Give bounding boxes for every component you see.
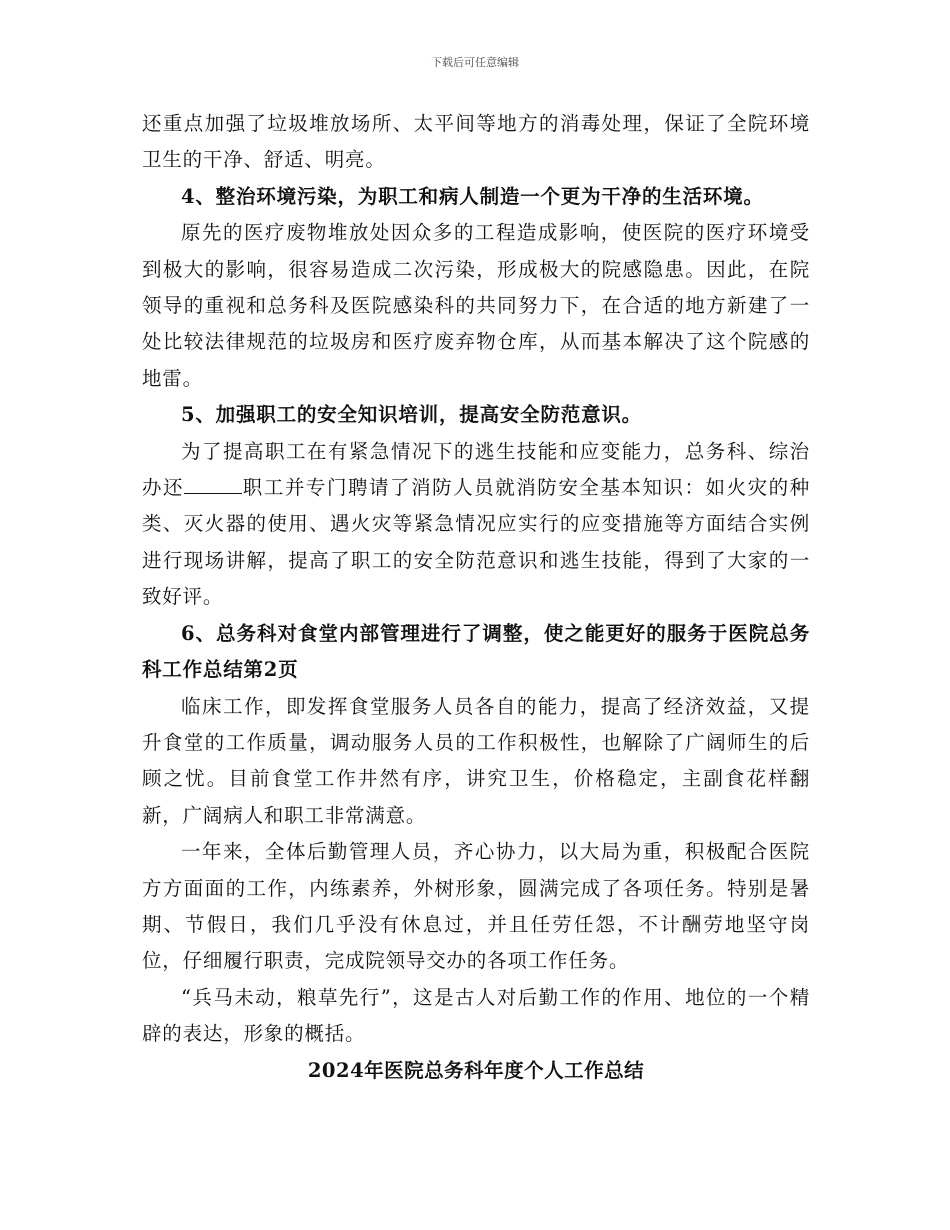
paragraph-disinfection: 还重点加强了垃圾堆放场所、太平间等地方的消毒处理，保证了全院环境卫生的干净、舒适、明亮。 — [142, 112, 810, 172]
heading-section-5: 5、加强职工的安全知识培训，提高安全防范意识。 — [181, 403, 642, 427]
heading-section-6: 6、总务科对食堂内部管理进行了调整，使之能更好的服务于医院总务科工作总结第2页 — [142, 621, 810, 682]
paragraph-safety-training-part1: 为了提高职工在有紧急情况下的逃生技能和应变能力，总务科、综治办还 — [142, 439, 810, 500]
heading-section-4: 4、整治环境污染，为职工和病人制造一个更为干净的生活环境。 — [181, 184, 764, 208]
page-header: 下载后可任意编辑 — [431, 56, 519, 69]
document-body — [142, 106, 810, 1089]
document-title: 2024年医院总务科年度个人工作总结 — [307, 1058, 645, 1082]
fill-in-blank — [184, 475, 242, 494]
paragraph-year-summary: 一年来，全体后勤管理人员，齐心协力，以大局为重，积极配合医院方方面面的工作，内练素养，外树形象，圆满完成了各项任务。特别是暑期、节假日，我们几乎没有休息过，并且任劳任怨，不计酬劳地坚守岗位，仔细履行职责，完成院领导交办的各项工作任务。 — [142, 840, 810, 973]
paragraph-logistics-quote: “兵马未动，粮草先行”，这是古人对后勤工作的作用、地位的一个精辟的表达，形象的概括。 — [142, 985, 810, 1046]
paragraph-safety-training — [142, 434, 810, 616]
paragraph-canteen: 临床工作，即发挥食堂服务人员各自的能力，提高了经济效益，又提升食堂的工作质量，调动服务人员的工作积极性，也解除了广阔师生的后顾之忧。目前食堂工作井然有序，讲究卫生，价格稳定，主副食花样翻新，广阔病人和职工非常满意。 — [142, 694, 810, 827]
paragraph-medical-waste: 原先的医疗废物堆放处因众多的工程造成影响，使医院的医疗环境受到极大的影响，很容易造成二次污染，形成极大的院感隐患。因此，在院领导的重视和总务科及医院感染科的共同努力下，在合适的地方新建了一处比较法律规范的垃圾房和医疗废弃物仓库，从而基本解决了这个院感的地雷。 — [142, 221, 810, 390]
paragraph-safety-training-part2: 职工并专门聘请了消防人员就消防安全基本知识：如火灾的种类、灭火器的使用、遇火灾等紧急情况应实行的应变措施等方面结合实例进行现场讲解，提高了职工的安全防范意识和逃生技能，得到了大家的一致好评。 — [142, 476, 810, 609]
